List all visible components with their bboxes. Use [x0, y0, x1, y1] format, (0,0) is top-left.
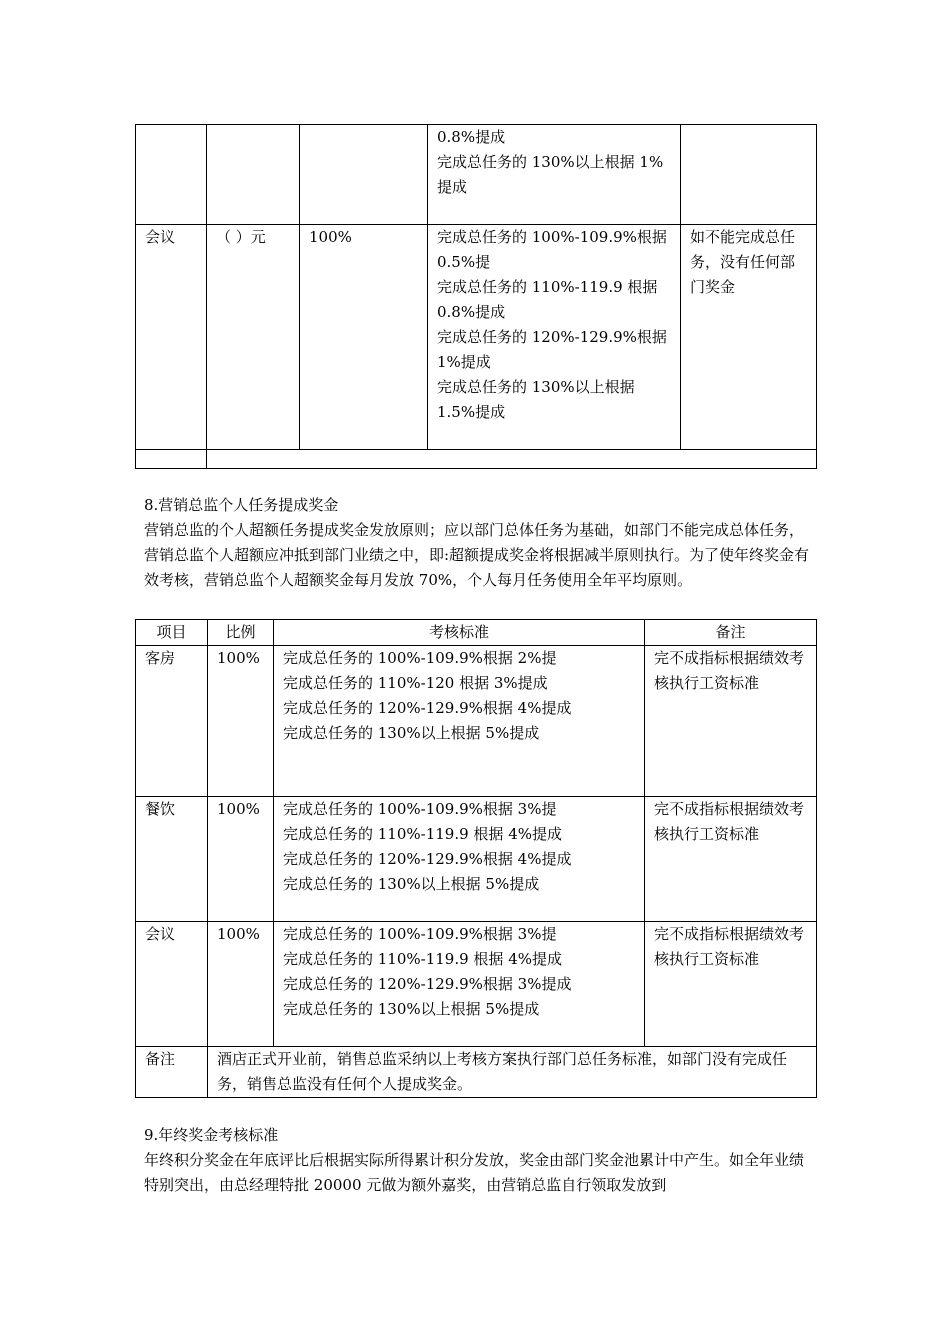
column-header: 考核标准 — [274, 620, 645, 646]
table-cell — [300, 125, 428, 225]
row-ratio: 100% — [208, 646, 274, 797]
criteria-line: 完成总任务的 130%以上根据 — [437, 378, 635, 396]
section-8 — [144, 493, 816, 593]
table-row — [136, 797, 817, 922]
column-header: 备注 — [645, 620, 817, 646]
table-row — [136, 646, 817, 797]
table-row — [136, 922, 817, 1047]
meeting-ratio: 100% — [300, 225, 428, 450]
criteria-line: 完成总任务的 100%-109.9%根据 3%提 — [283, 925, 557, 943]
table-row — [136, 225, 817, 450]
row-criteria — [274, 646, 645, 797]
table-director-commission — [135, 619, 817, 1098]
row-item: 客房 — [136, 646, 208, 797]
meeting-item: 会议 — [136, 225, 207, 450]
criteria-line: 完成总任务的 130%以上根据 1% — [437, 153, 664, 171]
table-cell — [136, 125, 207, 225]
row-item: 会议 — [136, 922, 208, 1047]
criteria-line: 0.5%提 — [437, 253, 491, 271]
criteria-line: 完成总任务的 100%-109.9%根据 3%提 — [283, 800, 557, 818]
table-header-row — [136, 620, 817, 646]
row-note: 完不成指标根据绩效考核执行工资标准 — [645, 646, 817, 797]
row-ratio: 100% — [208, 797, 274, 922]
criteria-line: 完成总任务的 100%-109.9%根据 2%提 — [283, 649, 557, 667]
table-cell — [207, 450, 817, 469]
criteria-line: 完成总任务的 120%-129.9%根据 4%提成 — [283, 699, 572, 717]
criteria-line: 完成总任务的 130%以上根据 5%提成 — [283, 724, 540, 742]
section-9 — [144, 1123, 816, 1198]
table-row — [136, 1047, 817, 1098]
criteria-line: 提成 — [437, 178, 468, 196]
row-note: 完不成指标根据绩效考核执行工资标准 — [645, 922, 817, 1047]
table-department-commission-continued — [135, 124, 817, 469]
column-header: 比例 — [208, 620, 274, 646]
criteria-line: 完成总任务的 120%-129.9%根据 — [437, 328, 667, 346]
section-paragraph: 年终积分奖金在年底评比后根据实际所得累计积分发放，奖金由部门奖金池累计中产生。如全年业绩特别突出，由总经理特批 20000 元做为额外嘉奖，由营销总监自行领取发放到 — [144, 1151, 805, 1194]
criteria-line: 1%提成 — [437, 353, 491, 371]
table-cell — [428, 125, 681, 225]
criteria-line: 完成总任务的 110%-120 根据 3%提成 — [283, 674, 548, 692]
row-item: 餐饮 — [136, 797, 208, 922]
row-criteria — [274, 797, 645, 922]
table-row — [136, 450, 817, 469]
criteria-line: 完成总任务的 120%-129.9%根据 4%提成 — [283, 850, 572, 868]
row-ratio: 100% — [208, 922, 274, 1047]
criteria-line: 完成总任务的 130%以上根据 5%提成 — [283, 875, 540, 893]
table-row — [136, 125, 817, 225]
criteria-line: 完成总任务的 130%以上根据 5%提成 — [283, 1000, 540, 1018]
row-note: 完不成指标根据绩效考核执行工资标准 — [645, 797, 817, 922]
meeting-criteria — [428, 225, 681, 450]
section-heading: 9.年终奖金考核标准 — [144, 1126, 279, 1144]
criteria-line: 完成总任务的 120%-129.9%根据 3%提成 — [283, 975, 572, 993]
meeting-note: 如不能完成总任务，没有任何部门奖金 — [681, 225, 817, 450]
criteria-line: 1.5%提成 — [437, 403, 506, 421]
criteria-line: 完成总任务的 100%-109.9%根据 — [437, 228, 667, 246]
section-heading: 8.营销总监个人任务提成奖金 — [144, 496, 339, 514]
table-cell — [681, 125, 817, 225]
criteria-line: 完成总任务的 110%-119.9 根据 — [437, 278, 658, 296]
remark-text: 酒店正式开业前，销售总监采纳以上考核方案执行部门总任务标准，如部门没有完成任务，销售总监没有任何个人提成奖金。 — [208, 1047, 817, 1098]
criteria-line: 完成总任务的 110%-119.9 根据 4%提成 — [283, 950, 562, 968]
row-criteria — [274, 922, 645, 1047]
criteria-line: 0.8%提成 — [437, 303, 506, 321]
criteria-line: 0.8%提成 — [437, 128, 506, 146]
criteria-line: 完成总任务的 110%-119.9 根据 4%提成 — [283, 825, 562, 843]
table-cell — [136, 450, 207, 469]
remark-label: 备注 — [136, 1047, 208, 1098]
table-cell — [207, 125, 300, 225]
meeting-amount: （ ）元 — [207, 225, 300, 450]
column-header: 项目 — [136, 620, 208, 646]
section-paragraph: 营销总监的个人超额任务提成奖金发放原则；应以部门总体任务为基础，如部门不能完成总体任务，营销总监个人超额应冲抵到部门业绩之中，即:超额提成奖金将根据减半原则执行。为了使年终奖金有效考核，营销总监个人超额奖金每月发放 70%，个人每月任务使用全年平均原则。 — [144, 521, 810, 589]
